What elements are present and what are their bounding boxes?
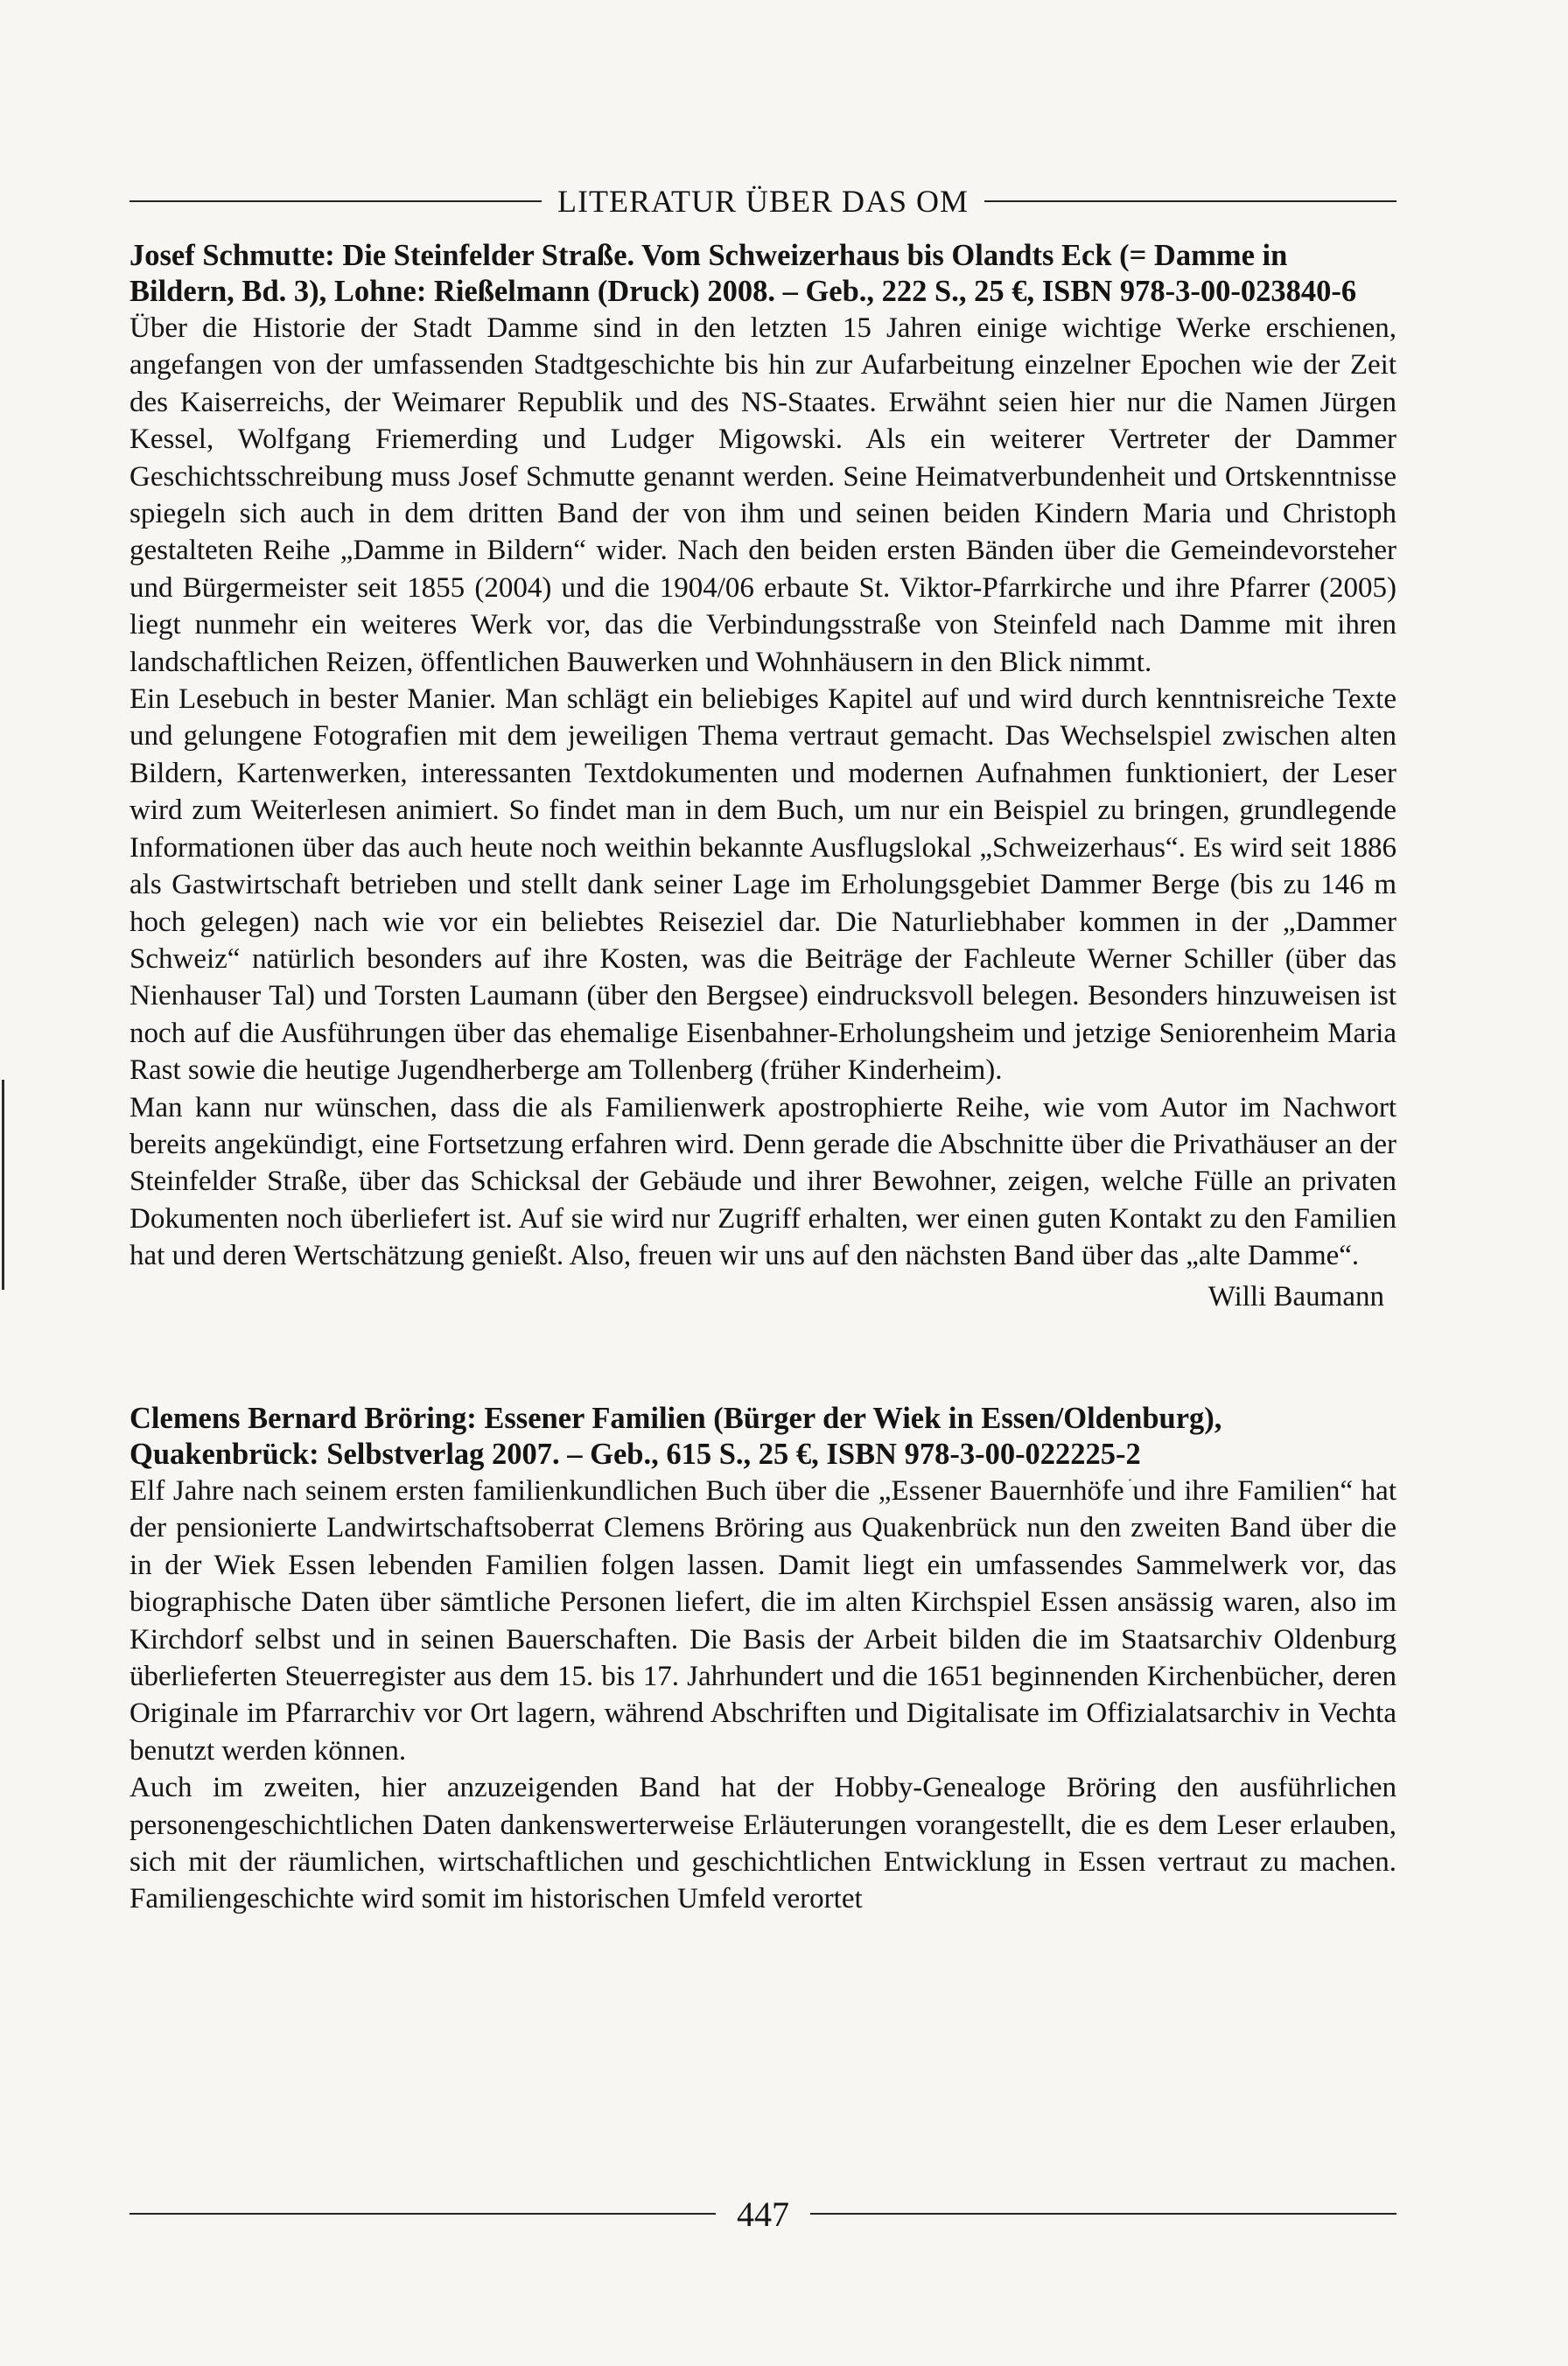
footer-rule-right (810, 2213, 1396, 2215)
reviewer-name: Willi Baumann (1208, 1280, 1384, 1312)
running-head (130, 175, 1396, 228)
review-paragraph: Ein Lesebuch in bester Manier. Man schlägt ein beliebiges Kapitel auf und wird durch kenntnisreiche Texte und gelungene Fotografien mit dem jeweiligen Thema vertraut gemacht. Das Wechselspiel zwischen alten Bildern, Kartenwerken, interessanten Textdokumenten und modernen Aufnahmen funktioniert, der Leser wird zum Weiterlesen animiert. So findet man in dem Buch, um nur ein Beispiel zu bringen, grundlegende Informationen über das auch heute noch weithin bekannte Ausflugslokal „Schweizerhaus“. Es wird seit 1886 als Gastwirtschaft betrieben und stellt dank seiner Lage im Erholungsgebiet Dammer Berge (bis zu 146 m hoch gelegen) nach wie vor ein beliebtes Reiseziel dar. Die Naturliebhaber kommen in der „Dammer Schweiz“ natürlich besonders auf ihre Kosten, was die Beiträge der Fachleute Werner Schiller (über das Nienhauser Tal) und Torsten Laumann (über den Bergsee) eindrucksvoll belegen. Besonders hinzuweisen ist noch auf die Ausführungen über das ehemalige Eisenbahner-Erholungsheim und jetzige Seniorenheim Maria Rast sowie die heutige Jugendherberge am Tollenberg (früher Kinderheim). (130, 683, 1396, 1087)
scan-margin-mark (2, 1080, 4, 1290)
running-head-rule-left (130, 200, 542, 202)
review-broering (130, 1401, 1396, 1918)
footer-rule-left (130, 2213, 716, 2215)
review-paragraph: Elf Jahre nach seinem ersten familienkundlichen Buch über die „Essener Bauernhöfe und ihre Familien“ hat der pensionierte Landwirtschaftsoberrat Clemens Bröring aus Quakenbrück nun den zweiten Band über die in der Wiek Essen lebenden Familien folgen lassen. Damit liegt ein umfassendes Sammelwerk vor, das biographische Daten über sämtliche Personen liefert, die im alten Kirchspiel Essen ansässig waren, also im Kirchdorf selbst und in seinen Bauerschaften. Die Basis der Arbeit bilden die im Staatsarchiv Oldenburg überlieferten Steuerregister aus dem 15. bis 17. Jahrhundert und die 1651 beginnenden Kirchenbücher, deren Originale im Pfarrarchiv vor Ort lagern, während Abschriften und Digitalisate im Offizialatsarchiv in Vechta benutzt werden können. (130, 1474, 1396, 1767)
review-paragraph: Auch im zweiten, hier anzuzeigenden Band hat der Hobby-Genealoge Bröring den ausführlichen personengeschichtlichen Daten dankenswerterweise Erläuterungen vorangestellt, die es dem Leser erlauben, sich mit der räumlichen, wirtschaftlichen und geschichtlichen Entwicklung in Essen vertraut zu machen. Familiengeschichte wird somit im historischen Umfeld verortet (130, 1772, 1396, 1915)
review-schmutte (130, 238, 1396, 1315)
review-bibliography: Josef Schmutte: Die Steinfelder Straße. Vom Schweizerhaus bis Olandts Eck (= Damme in Bildern, Bd. 3), Lohne: Rießelmann (Druck) 2008. – Geb., 222 S., 25 €, ISBN 978-3-00-023840-6 (130, 239, 1357, 308)
review-bibliography: Clemens Bernard Bröring: Essener Familien (Bürger der Wiek in Essen/Oldenburg), Quakenbrück: Selbstverlag 2007. – Geb., 615 S., 25 €, ISBN 978-3-00-022225-2 (130, 1401, 1222, 1471)
running-head-title: LITERATUR ÜBER DAS OM (557, 184, 970, 219)
page-number: 447 (737, 2194, 789, 2234)
page-footer (130, 2188, 1396, 2240)
review-paragraph: Man kann nur wünschen, dass die als Familienwerk apostrophierte Reihe, wie vom Autor im Nachwort bereits angekündigt, eine Fortsetzung erfahren wird. Denn gerade die Abschnitte über die Privathäuser an der Steinfelder Straße, über das Schicksal der Gebäude und ihrer Bewohner, zeigen, welche Fülle an privaten Dokumenten noch überliefert ist. Auf sie wird nur Zugriff erhalten, wer einen guten Kontakt zu den Familien hat und deren Wertschätzung genießt. Also, freuen wir uns auf den nächsten Band über das „alte Damme“. (130, 1091, 1396, 1272)
review-paragraph: Über die Historie der Stadt Damme sind in den letzten 15 Jahren einige wichtige Werke erschienen, angefangen von der umfassenden Stadtgeschichte bis hin zur Aufarbeitung einzelner Epochen wie der Zeit des Kaiserreichs, der Weimarer Republik und des NS-Staates. Erwähnt seien hier nur die Namen Jürgen Kessel, Wolfgang Friemerding und Ludger Migowski. Als ein weiterer Vertreter der Dammer Geschichtsschreibung muss Josef Schmutte genannt werden. Seine Heimatverbundenheit und Ortskenntnisse spiegeln sich auch in dem dritten Band der von ihm und seinen beiden Kindern Maria und Christoph gestalteten Reihe „Damme in Bildern“ wider. Nach den beiden ersten Bänden über die Gemeindevorsteher und Bürgermeister seit 1855 (2004) und die 1904/06 erbaute St. Viktor-Pfarrkirche und ihre Pfarrer (2005) liegt nunmehr ein weiteres Werk vor, das die Verbindungsstraße von Steinfeld nach Damme mit ihren landschaftlichen Reizen, öffentlichen Bauwerken und Wohnhäusern in den Blick nimmt. (130, 312, 1396, 678)
page-body (130, 175, 1396, 1918)
running-head-rule-right (984, 200, 1396, 202)
